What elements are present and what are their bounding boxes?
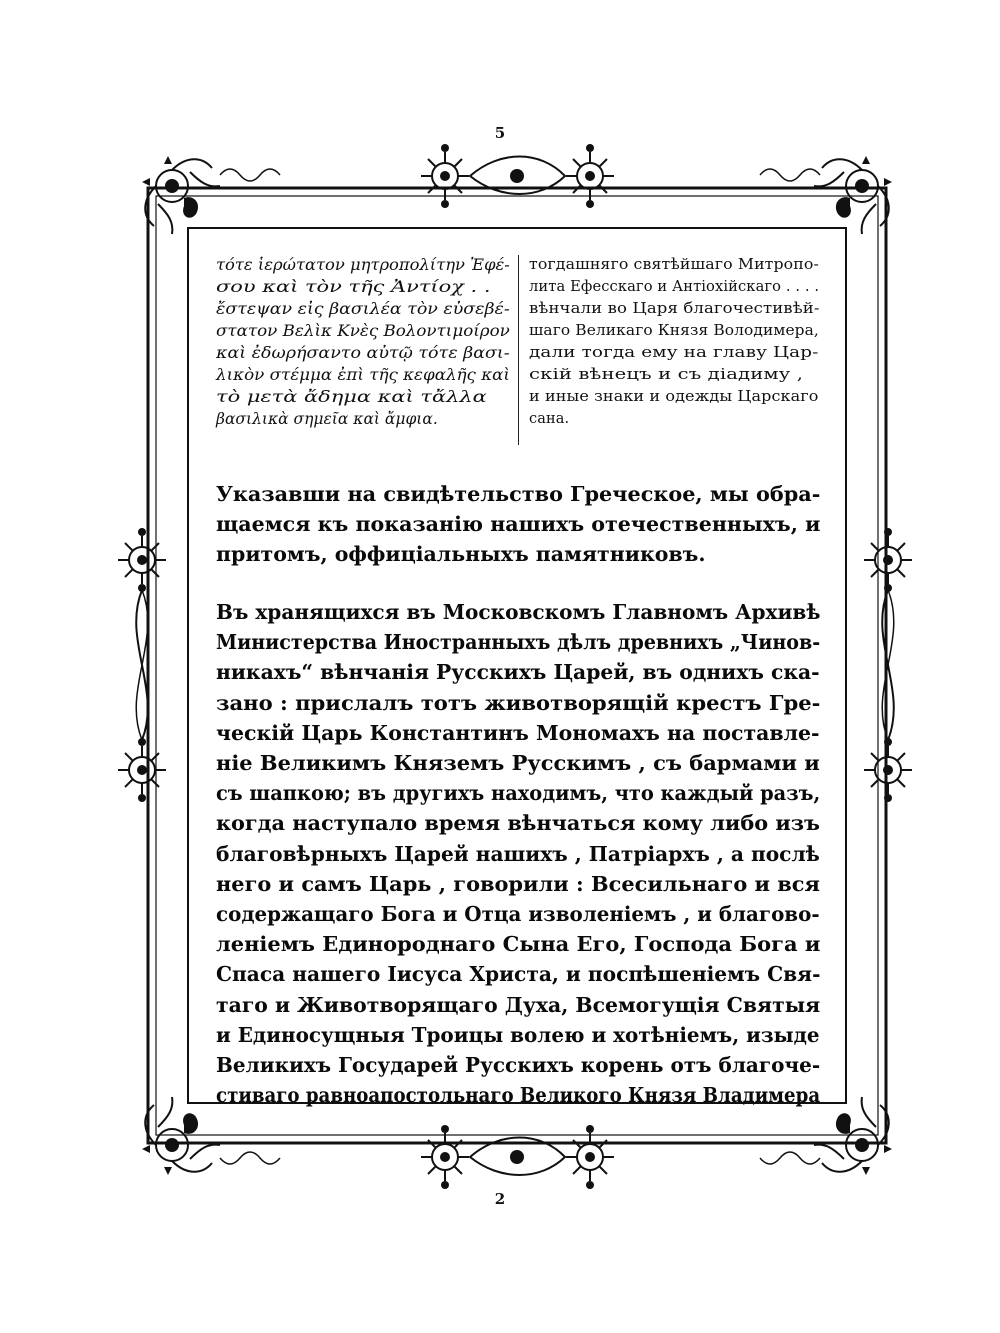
greek-line: βασιλικὰ σημεῖα καὶ ἄμφια.	[216, 410, 438, 428]
paragraph-line: него и самъ Царь , говорили : Всесильнаго и вся	[216, 871, 820, 896]
russian-line: и иные знаки и одежды Царскаго	[529, 389, 819, 405]
paragraph-line: ніе Великимъ Княземъ Русскимъ , съ бармами и	[216, 751, 820, 776]
paragraph-line: Великихъ Государей Русскихъ корень отъ благоче-	[216, 1053, 821, 1078]
paragraph-line: когда наступало время вѣнчаться кому либо изъ	[216, 811, 821, 836]
greek-line: τὸ μετὰ ἄδημα καὶ τἄλλα	[216, 388, 487, 406]
paragraph-intro	[216, 479, 820, 569]
russian-line: скій вѣнецъ и съ діадиму ,	[529, 367, 804, 383]
column-divider	[518, 255, 519, 445]
greek-line: στατον Βελὶκ Κνὲς Βολοντιμοίρον	[216, 322, 510, 340]
greek-line: καὶ ἐδωρήσαντο αὐτῷ τότε βασι-	[216, 344, 510, 362]
russian-line: тогдашняго святѣйшаго Митропо-	[529, 257, 819, 273]
paragraph-line: притомъ, оффиціальныхъ памятниковъ.	[216, 542, 706, 566]
paragraph-line: никахъ“ вѣнчанія Русскихъ Царей, въ однихъ ска-	[216, 660, 820, 685]
greek-quotation-column	[216, 254, 512, 430]
paragraph-line: содержащаго Бога и Отца изволеніемъ , и благово-	[216, 902, 820, 927]
paragraph-main	[216, 597, 820, 1110]
paragraph-line: таго и Животворящаго Духа, Всемогущія Святыя	[216, 992, 821, 1017]
russian-line: дали тогда ему на главу Цар-	[529, 345, 819, 361]
paragraph-line: съ шапкою; въ другихъ находимъ, что каждый разъ,	[216, 781, 821, 806]
greek-line: ἔστεψαν εἰς βασιλέα τὸν εὐσεβέ-	[216, 300, 510, 318]
paragraph-line: Въ хранящихся въ Московскомъ Главномъ Архивѣ	[216, 600, 821, 624]
paragraph-line: стиваго равноапостольнаго Великого Князя Владимера	[216, 1083, 821, 1108]
greek-line: σου καὶ τὸν τῆς Ἀντίοχ . .	[216, 278, 491, 296]
paragraph-line: Указавши на свидѣтельство Греческое, мы обра-	[216, 482, 821, 506]
page-number-top: 5	[494, 124, 506, 142]
paragraph-line: ческій Царь Константинъ Мономахъ на поставле-	[216, 720, 820, 745]
paragraph-line: зано : прислалъ тотъ животворящій крестъ Гре-	[216, 690, 821, 715]
paragraph-line: Спаса нашего Іисуса Христа, и поспѣшеніемъ Свя-	[216, 962, 821, 987]
paragraph-line: благовѣрныхъ Царей нашихъ , Патріархъ , а послѣ	[216, 841, 820, 866]
russian-line: лита Ефесскаго и Антіохійскаго . . . .	[529, 279, 820, 295]
russian-line: шаго Великаго Князя Володимера,	[529, 323, 819, 339]
paragraph-line: леніемъ Единороднаго Сына Его, Господа Бога и	[216, 932, 821, 957]
paragraph-line: и Единосущныя Троицы волею и хотѣніемъ, изыде	[216, 1022, 820, 1047]
page-number-bottom: 2	[494, 1190, 506, 1208]
paragraph-line: щаемся къ показанію нашихъ отечественныхъ, и	[216, 512, 821, 536]
greek-line: τότε ἱερώτατον μητροπολίτην Ἐφέ-	[216, 256, 510, 274]
paragraph-line: Министерства Иностранныхъ дѣлъ древнихъ „Чинов-	[216, 630, 821, 655]
russian-quotation-column	[529, 254, 819, 430]
russian-line: вѣнчали во Царя благочестивѣй-	[529, 301, 820, 317]
greek-line: λικὸν στέμμα ἐπὶ τῆς κεφαλῆς καὶ	[216, 366, 510, 384]
russian-line: сана.	[529, 411, 570, 427]
